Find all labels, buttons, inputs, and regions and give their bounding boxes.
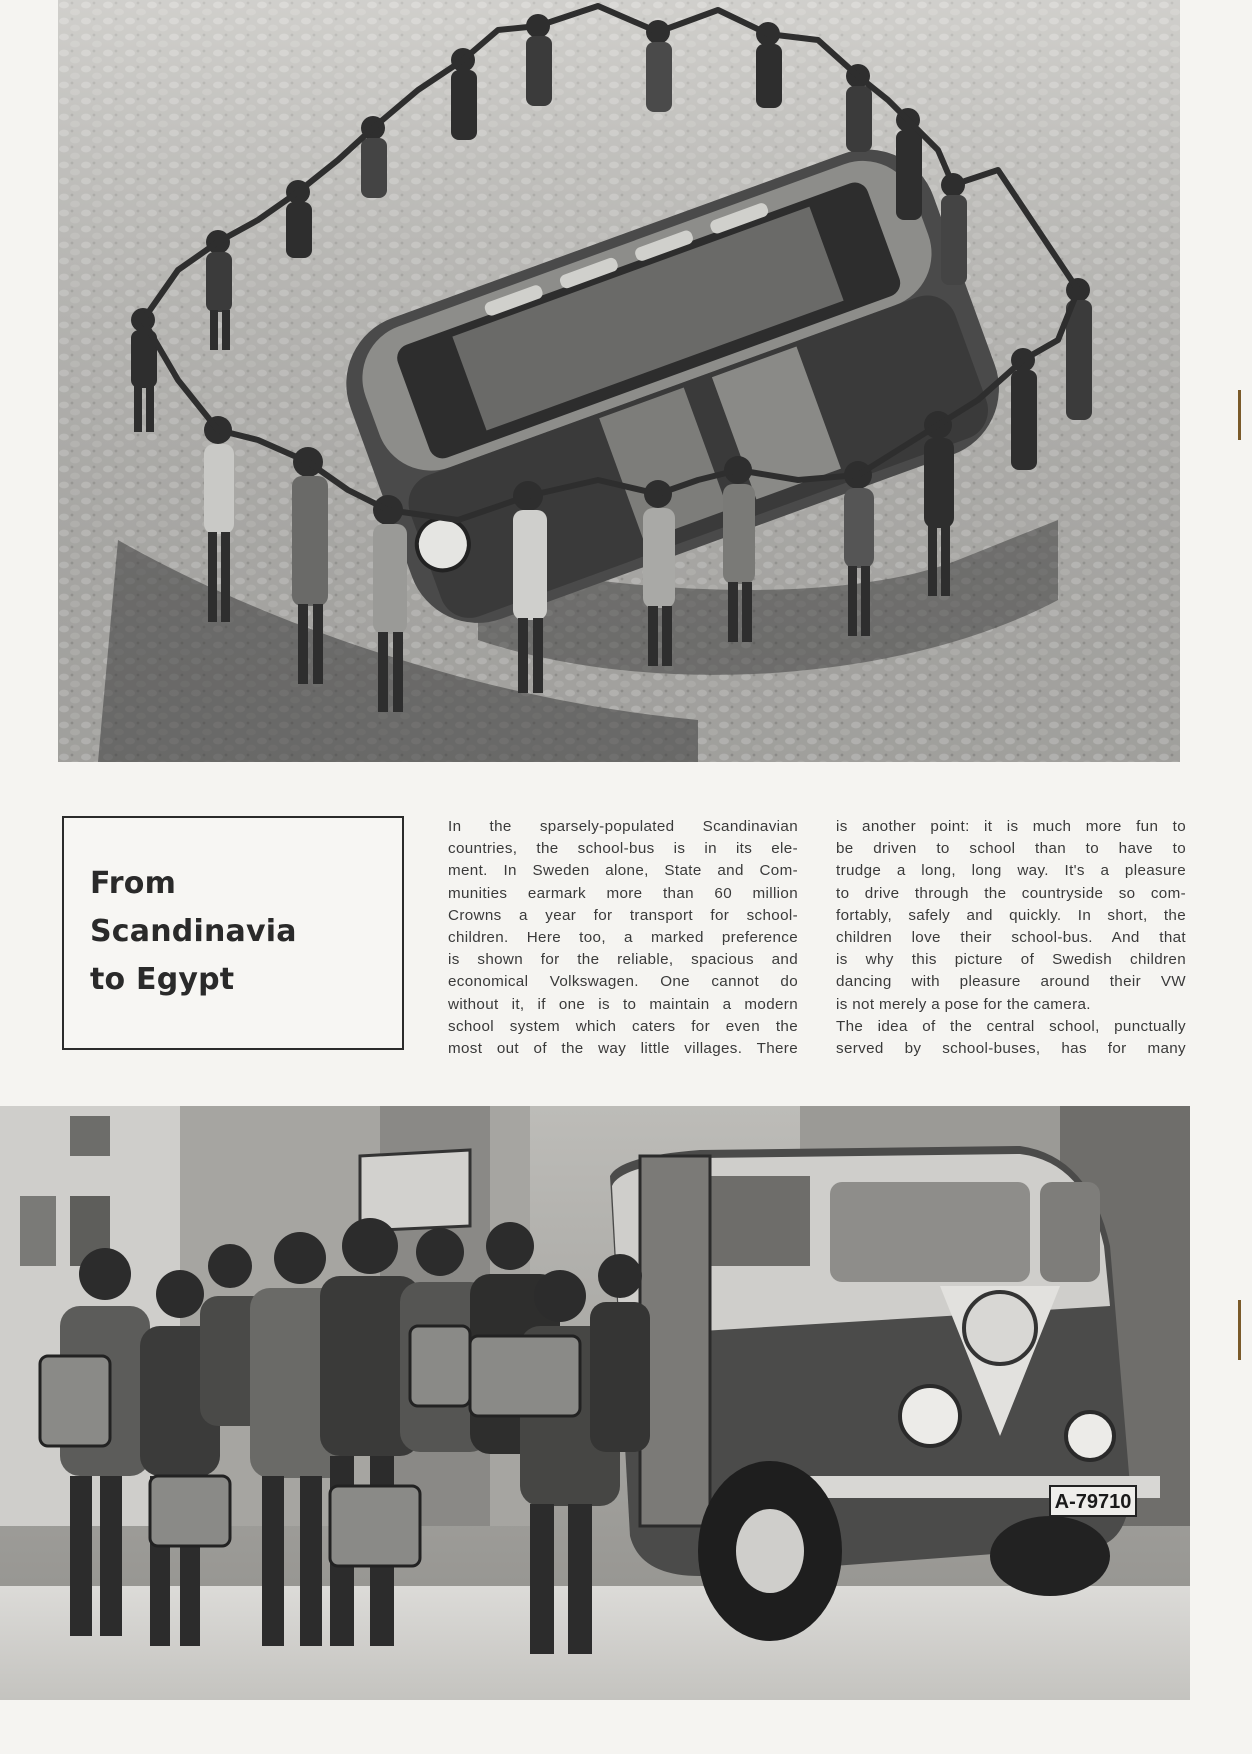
article-column-2 — [836, 816, 1186, 1060]
text-line: trudge a long, long way. It's a pleasure — [836, 862, 1186, 880]
license-plate: A-79710 — [1054, 1491, 1132, 1513]
title-line: From — [90, 866, 177, 901]
text-line: countries, the school-bus is in its ele- — [448, 840, 798, 858]
text-line: is shown for the reliable, spacious and — [448, 951, 798, 969]
photo-schoolchildren-boarding-vw-bus — [0, 1106, 1190, 1700]
text-line: The idea of the central school, punctually — [836, 1017, 1186, 1035]
text-line: economical Volkswagen. One cannot do — [448, 973, 798, 991]
article-title — [90, 860, 297, 1004]
text-line: In the sparsely-populated Scandinavian — [448, 818, 798, 835]
photo-children-circle-vw-bus — [58, 0, 1180, 762]
article-column-1 — [448, 816, 798, 1060]
text-line: is another point: it is much more fun to — [836, 818, 1186, 835]
text-line: dancing with pleasure around their VW — [836, 973, 1186, 991]
text-line: munities earmark more than 60 million — [448, 884, 798, 902]
text-line: ment. In Sweden alone, State and Com- — [448, 862, 798, 880]
text-line: without it, if one is to maintain a modern — [448, 995, 798, 1013]
text-line: school system which caters for even the — [448, 1017, 798, 1035]
text-line: Crowns a year for transport for school- — [448, 906, 798, 924]
title-line: to Egypt — [90, 962, 235, 997]
article-title-box — [62, 816, 404, 1050]
text-line: most out of the way little villages. There — [448, 1040, 798, 1058]
binding-mark — [1238, 1300, 1241, 1360]
photo-schoolchildren-graphic — [0, 1106, 1190, 1700]
text-line: children. Here too, a marked preference — [448, 929, 798, 947]
text-line: be driven to school than to have to — [836, 840, 1186, 858]
text-line: is not merely a pose for the camera. — [836, 995, 1091, 1013]
title-line: Scandinavia — [90, 914, 297, 949]
text-line: is why this picture of Swedish children — [836, 951, 1186, 969]
text-line: children love their school-bus. And that — [836, 929, 1186, 947]
text-line: served by school-buses, has for many — [836, 1040, 1186, 1058]
photo-children-circle-graphic — [58, 0, 1180, 762]
binding-mark — [1238, 390, 1241, 440]
text-line: to drive through the countryside so com- — [836, 884, 1186, 902]
text-line: fortably, safely and quickly. In short, the — [836, 906, 1186, 924]
